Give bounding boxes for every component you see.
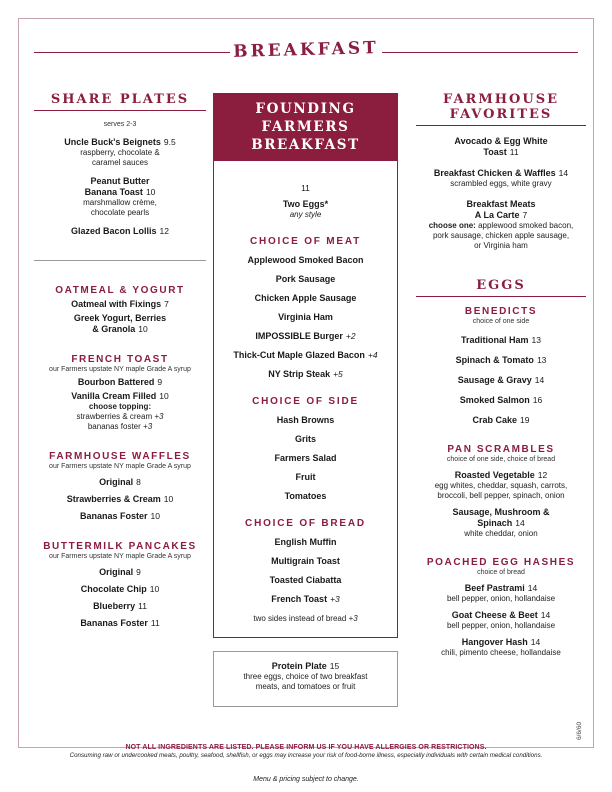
protein-plate-item [214,661,397,672]
menu-item-price: 11 [150,618,160,628]
menu-item [416,136,586,158]
menu-title-area [34,38,578,66]
menu-item [416,470,586,501]
menu-item [34,313,206,335]
farmhouse-favorites-heading: FARMHOUSE FAVORITES [443,92,559,122]
benedicts-heading: BENEDICTS [464,306,538,317]
pancakes-note: our Farmers upstate NY maple Grade A syrup [49,553,191,560]
share-plates-rule [34,110,206,111]
menu-item-name: Hash Browns [276,415,335,425]
menu-item-price: 8 [136,477,141,487]
pricing-footer: Menu & pricing subject to change. [253,776,359,783]
founding-farmers-price: 11 [301,183,310,193]
menu-title: BREAKFAST [232,38,380,62]
menu-item-extra: +4 [367,350,378,360]
menu-item-desc: scrambled eggs, white gravy [450,179,552,188]
menu-item-name: Thick-Cut Maple Glazed Bacon +4 [233,350,378,360]
menu-item-desc: white cheddar, onion [464,529,538,538]
menu-item [416,335,586,346]
menu-item-name: Chicken Apple Sausage [254,293,357,303]
menu-item-price: 10 [145,187,156,197]
menu-item [416,355,586,366]
menu-item-name: Applewood Smoked Bacon [247,255,364,265]
favorites-rule [416,125,586,126]
menu-item-name: Sausage, Mushroom & Spinach 14 [452,507,550,528]
menu-item-desc: egg whites, cheddar, squash, carrots, broccoli, bell pepper, spinach, onion [434,481,568,500]
left-divider-1 [34,260,206,261]
menu-item-name: Multigrain Toast [271,556,340,566]
protein-plate-name: Protein Plate [271,661,327,671]
menu-item [34,377,206,388]
menu-item-name: Virginia Ham [278,312,333,322]
menu-item-extra: +2 [345,331,356,341]
menu-item-name: Bananas Foster 10 [80,511,160,521]
menu-item-name: English Muffin [274,537,337,547]
share-plates-heading: SHARE PLATES [50,92,190,107]
menu-item [214,312,397,323]
menu-item [214,434,397,445]
menu-item-price: 7 [164,299,169,309]
hashes-heading: POACHED EGG HASHES [426,557,576,568]
menu-item [214,415,397,426]
menu-item [416,637,586,658]
menu-item [214,369,397,380]
menu-item-price: 10 [149,584,160,594]
menu-item [34,391,206,402]
menu-item-price: 10 [138,324,148,334]
menu-item-extra: +5 [333,369,343,379]
menu-item [416,375,586,386]
two-eggs-item: Two Eggs* [282,199,329,209]
menu-item-price: 11 [509,147,519,157]
menu-item [214,575,397,586]
menu-item-name: Grits [294,434,316,444]
menu-item [214,594,397,605]
menu-item-price: 14 [527,583,538,593]
bread-substitute-text: two sides instead of bread [253,614,347,623]
menu-item-name: Oatmeal with Fixings 7 [71,299,169,309]
menu-item-name: Chocolate Chip 10 [80,584,160,594]
menu-item [34,477,206,488]
menu-item [214,331,397,342]
menu-item-name: Fruit [295,472,316,482]
french-toast-options [34,412,206,432]
pancakes-list [34,567,206,629]
favorites-choose-text: applewood smoked bacon, pork sausage, chicken apple sausage, or Virginia ham [432,221,574,250]
menu-item-name: Tomatoes [284,491,327,501]
menu-item-name: Goat Cheese & Beet 14 [451,610,551,620]
favorites-choose-label: choose one: [428,221,476,230]
menu-item [416,168,586,189]
waffles-list [34,477,206,522]
hashes-note: choice of bread [477,569,525,576]
menu-item-name: Beef Pastrami 14 [464,583,538,593]
menu-item-price: 9 [157,377,163,387]
menu-item-extra: +3 [330,594,340,604]
food-safety-disclaimer: Consuming raw or undercooked meats, poultry, seafood, shellfish, or eggs may increase your risk of food-borne illness, especially individuals with certain medical conditions. [69,752,543,759]
menu-item-price: 9 [136,567,141,577]
menu-item-name: Farmers Salad [274,453,337,463]
menu-item-price: 9.5 [163,137,176,147]
menu-item [34,299,206,310]
disclaimer [30,744,582,759]
menu-item [214,350,397,361]
waffles-note: our Farmers upstate NY maple Grade A syrup [49,463,191,470]
menu-item-desc: bell pepper, onion, hollandaise [446,594,556,603]
menu-item-desc: marshmallow crème, chocolate pearls [83,198,157,217]
menu-item-name: Bananas Foster 11 [80,618,160,628]
menu-item [34,494,206,505]
menu-item-price: 12 [537,470,548,480]
menu-item [34,176,206,218]
share-plates-list [34,137,206,237]
menu-item [416,395,586,406]
french-toast-heading: FRENCH TOAST [71,354,169,365]
menu-item-price: 14 [534,375,545,385]
french-toast-note: our Farmers upstate NY maple Grade A syrup [49,366,191,373]
menu-item-price: 13 [531,335,541,345]
menu-item-price: 12 [159,226,169,236]
topping-extra: +3 [154,412,164,421]
menu-item-name: Traditional Ham 13 [461,335,541,345]
pan-scrambles-note: choice of one side, choice of bread [446,456,556,463]
side-list [214,415,397,502]
favorites-choose [416,221,586,251]
menu-item [214,556,397,567]
menu-item [214,491,397,502]
menu-item [34,226,206,237]
menu-item [214,453,397,464]
menu-item-name: Original 9 [99,567,141,577]
menu-item [34,618,206,629]
menu-item [214,537,397,548]
french-toast-list [34,377,206,402]
bread-substitute-extra: +3 [348,614,358,623]
eggs-rule [416,296,586,297]
menu-item [416,415,586,426]
menu-item [416,610,586,631]
protein-plate-price: 15 [329,661,340,671]
menu-item [34,567,206,578]
menu-item-name: Uncle Buck's Beignets 9.5 [64,137,176,147]
menu-item-price: 16 [532,395,543,405]
menu-item-name: Crab Cake 19 [472,415,530,425]
right-column [416,92,586,658]
meat-list [214,255,397,380]
menu-item-price: 14 [530,637,541,647]
menu-item-name: Spinach & Tomato 13 [455,355,547,365]
menu-item [214,274,397,285]
menu-item [34,584,206,595]
menu-item [416,507,586,539]
menu-item-name: NY Strip Steak +5 [268,369,343,379]
menu-item-name: Greek Yogurt, Berries & Granola 10 [73,313,167,334]
menu-item [34,137,206,168]
pan-scrambles-heading: PAN SCRAMBLES [447,444,555,455]
topping-option: bananas foster +3 [87,422,153,431]
menu-item-price: 19 [520,415,530,425]
menu-item-name: Original 8 [99,477,141,487]
bread-list [214,537,397,605]
menu-item [34,511,206,522]
founding-farmers-title: FOUNDING FARMERS BREAKFAST [214,94,397,161]
menu-item-name: Breakfast Chicken & Waffles 14 [433,168,569,178]
title-divider-right [382,52,578,53]
choice-of-side-heading: CHOICE OF SIDE [252,396,359,407]
protein-plate-box [213,651,398,707]
menu-item-name: French Toast +3 [271,594,340,604]
menu-item-name: Smoked Salmon 16 [459,395,543,405]
menu-item [416,199,586,221]
founding-farmers-breakfast-box [213,93,398,638]
menu-item [214,255,397,266]
menu-item-name: Strawberries & Cream 10 [66,494,174,504]
oatmeal-list [34,299,206,335]
benedicts-list [416,335,586,426]
menu-item-name: Glazed Bacon Lollis 12 [71,226,169,236]
menu-item-name: Pork Sausage [275,274,336,284]
waffles-heading: FARMHOUSE WAFFLES [49,451,191,462]
pancakes-heading: BUTTERMILK PANCAKES [43,541,197,552]
menu-item-name: Blueberry 11 [93,601,147,611]
left-column [34,92,206,629]
share-plates-serves: serves 2-3 [103,121,137,128]
hashes-list [416,583,586,658]
menu-item-name: Breakfast Meats A La Carte 7 [466,199,536,220]
protein-plate-desc: three eggs, choice of two breakfast meats, and tomatoes or fruit [243,672,368,691]
bread-substitute-note [214,614,397,624]
menu-item-price: 10 [159,391,169,401]
menu-item-name: Toasted Ciabatta [269,575,342,585]
benedicts-note: choice of one side [472,318,530,325]
menu-item-price: 10 [163,494,174,504]
menu-item-price: 7 [522,210,528,220]
menu-item-name: Roasted Vegetable 12 [454,470,548,480]
menu-item-name: IMPOSSIBLE Burger +2 [255,331,356,341]
menu-item-price: 14 [515,518,525,528]
menu-item [214,293,397,304]
pan-scrambles-list [416,470,586,539]
choice-of-bread-heading: CHOICE OF BREAD [245,518,366,529]
date-code: 6/6/60 [576,721,583,740]
favorites-list [416,136,586,221]
menu-item-name: Bourbon Battered 9 [77,377,163,387]
menu-item-name: Sausage & Gravy 14 [457,375,545,385]
menu-item-price: 11 [138,601,147,611]
menu-item-price: 14 [558,168,569,178]
menu-item-name: Avocado & Egg White Toast 11 [454,136,548,157]
topping-option: strawberries & cream +3 [76,412,164,421]
menu-item [214,472,397,483]
menu-item-price: 14 [540,610,551,620]
menu-item-desc: raspberry, chocolate & caramel sauces [80,148,160,167]
choice-of-meat-heading: CHOICE OF MEAT [249,236,362,247]
menu-item-name: Hangover Hash 14 [461,637,541,647]
menu-item-price: 13 [536,355,547,365]
menu-item-desc: chili, pimento cheese, hollandaise [441,648,561,657]
two-eggs-style: any style [289,210,322,219]
allergy-disclaimer: NOT ALL INGREDIENTS ARE LISTED. PLEASE INFORM US IF YOU HAVE ALLERGIES OR RESTRICTIONS. [125,744,487,751]
menu-item-name: Vanilla Cream Filled 10 [71,391,169,401]
menu-item [416,583,586,604]
oatmeal-heading: OATMEAL & YOGURT [55,285,185,296]
eggs-heading: EGGS [476,278,526,293]
menu-item-name: Peanut Butter Banana Toast 10 [84,176,156,197]
menu-item-desc: bell pepper, onion, hollandaise [446,621,556,630]
menu-item-price: 10 [150,511,160,521]
french-toast-choose-label: choose topping: [88,402,152,411]
menu-item [34,601,206,612]
topping-extra: +3 [143,422,153,431]
